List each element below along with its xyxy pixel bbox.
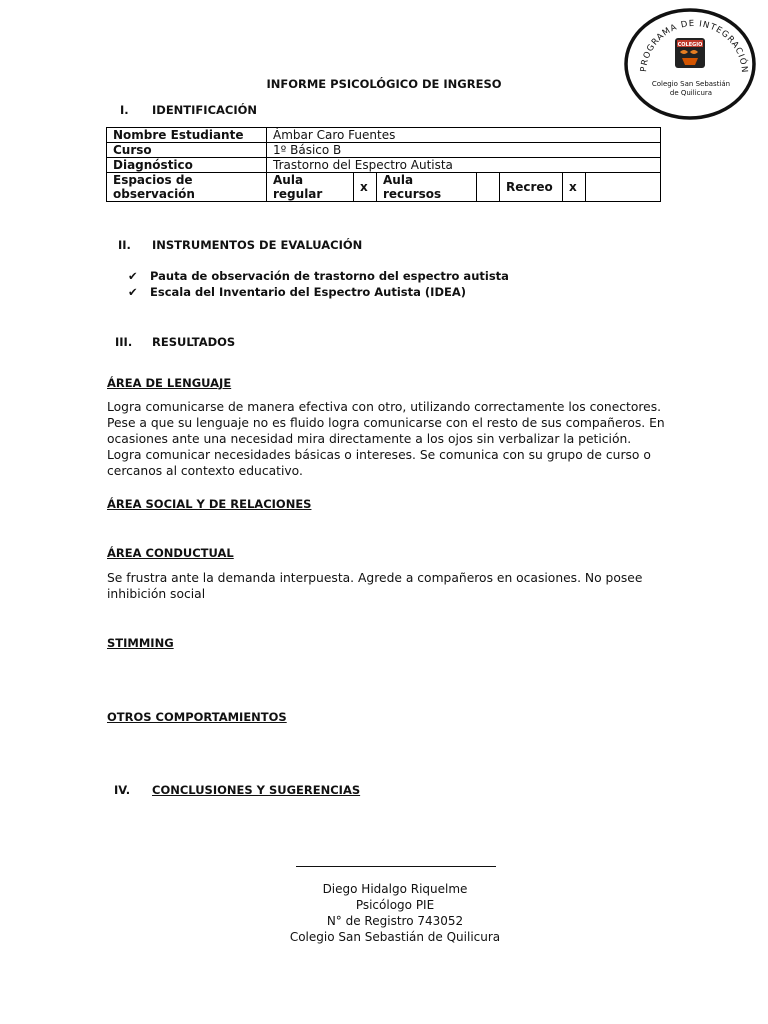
section-number: I.	[120, 103, 129, 117]
student-label: Nombre Estudiante	[107, 128, 267, 143]
language-text: Logra comunicarse de manera efectiva con otro, utilizando correctamente los conectores. Pese a que su lenguaje no es fluido logra comunicarse con el resto de sus compañeros. En ocasiones ante una necesidad mira directamente a los ojos sin verbalizar la petición. Logra comunicar necesidades básicas o intereses. Se comunica con su grupo de curso o cercanos al contexto educativo.	[107, 400, 665, 478]
space-recreo: Recreo	[500, 173, 563, 202]
conduct-text: Se frustra ante la demanda interpuesta. Agrede a compañeros en ocasiones. No posee inhibición social	[107, 571, 643, 601]
table-row	[107, 143, 661, 158]
social-heading: ÁREA SOCIAL Y DE RELACIONES	[107, 497, 312, 511]
document-title: INFORME PSICOLÓGICO DE INGRESO	[266, 77, 502, 91]
checkmark-icon: ✔	[128, 269, 138, 283]
table-row	[107, 158, 661, 173]
course-value: 1º Básico B	[267, 143, 661, 158]
svg-text:COLEGIO: COLEGIO	[677, 42, 703, 48]
section-number: II.	[118, 238, 131, 252]
svg-text:PROGRAMA DE INTEGRACIÓN: PROGRAMA DE INTEGRACIÓN	[638, 18, 750, 74]
student-value: Ámbar Caro Fuentes	[267, 128, 661, 143]
stimming-heading: STIMMING	[107, 636, 174, 650]
instrument-label: Pauta de observación de trastorno del espectro autista	[150, 269, 509, 283]
language-heading: ÁREA DE LENGUAJE	[107, 376, 232, 390]
section-title-conclusions: CONCLUSIONES Y SUGERENCIAS	[152, 783, 361, 797]
svg-text:de Quilicura: de Quilicura	[669, 89, 713, 97]
signer-registry: N° de Registro 743052	[326, 914, 464, 928]
diagnosis-label: Diagnóstico	[107, 158, 267, 173]
section-title-identification: IDENTIFICACIÓN	[152, 103, 258, 117]
space-recreo-mark: x	[563, 173, 586, 202]
section-title-instruments: INSTRUMENTOS DE EVALUACIÓN	[152, 238, 363, 252]
signer-role: Psicólogo PIE	[355, 898, 435, 912]
space-aula-regular: Aula regular	[267, 173, 354, 202]
list-item	[128, 285, 466, 299]
signature-line	[296, 866, 496, 867]
instrument-label: Escala del Inventario del Espectro Autista (IDEA)	[150, 285, 467, 299]
school-seal-logo	[624, 8, 756, 120]
diagnosis-value: Trastorno del Espectro Autista	[267, 158, 661, 173]
course-label: Curso	[107, 143, 267, 158]
checkmark-icon: ✔	[128, 285, 138, 299]
space-aula-recursos-mark	[477, 173, 500, 202]
spaces-label: Espacios de observación	[107, 173, 267, 202]
table-row	[107, 128, 661, 143]
identification-table	[106, 127, 661, 202]
signer-school: Colegio San Sebastián de Quilicura	[289, 930, 501, 944]
svg-text:Colegio San Sebastián: Colegio San Sebastián	[651, 80, 731, 88]
signer-name: Diego Hidalgo Riquelme	[322, 882, 468, 896]
space-aula-regular-mark: x	[354, 173, 377, 202]
section-number: IV.	[114, 783, 131, 797]
section-number: III.	[115, 335, 133, 349]
table-row	[107, 173, 661, 202]
space-aula-recursos: Aula recursos	[377, 173, 477, 202]
conduct-heading: ÁREA CONDUCTUAL	[107, 546, 234, 560]
other-behaviors-heading: OTROS COMPORTAMIENTOS	[107, 710, 287, 724]
empty-cell	[586, 173, 661, 202]
section-title-results: RESULTADOS	[152, 335, 236, 349]
list-item	[128, 269, 509, 283]
